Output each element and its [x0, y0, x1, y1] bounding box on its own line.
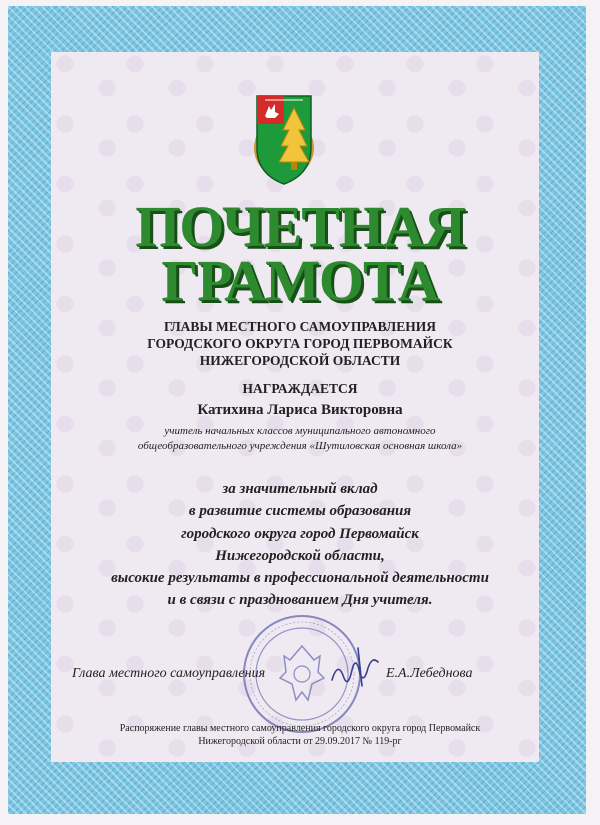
- decree-line: Распоряжение главы местного самоуправления городского округа город Первомайск: [119, 723, 481, 734]
- position-line: общеобразовательного учреждения «Шутиловская основная школа»: [137, 440, 463, 452]
- issuer-line: ГЛАВЫ МЕСТНОГО САМОУПРАВЛЕНИЯ: [164, 319, 436, 334]
- decree-reference: [0, 722, 600, 748]
- coat-of-arms-icon: [245, 94, 323, 188]
- merit-line: городского округа город Первомайск: [181, 525, 419, 542]
- merit-line: Нижегородской области,: [215, 547, 385, 564]
- signatory-title: Глава местного самоуправления: [72, 666, 266, 681]
- issuer-line: НИЖЕГОРОДСКОЙ ОБЛАСТИ: [199, 353, 401, 368]
- merit-line: за значительный вклад: [222, 481, 378, 497]
- merit-line: в развитие системы образования: [188, 503, 412, 520]
- recipient-name: Катихина Лариса Викторовна: [197, 402, 403, 418]
- issuer-line: ГОРОДСКОГО ОКРУГА ГОРОД ПЕРВОМАЙСК: [147, 336, 453, 351]
- certificate-title-line2: ГРАМОТА: [161, 248, 439, 313]
- merit-text: [0, 478, 600, 612]
- certificate-title-line1: ПОЧЕТНАЯ: [135, 194, 465, 259]
- handwritten-signature: [328, 640, 388, 690]
- recipient-position: [0, 424, 600, 454]
- decree-line: Нижегородской области от 29.09.2017 № 119-рг: [198, 736, 402, 747]
- merit-line: и в связи с празднованием Дня учителя.: [167, 592, 433, 609]
- position-line: учитель начальных классов муниципального автономного: [164, 425, 436, 437]
- merit-line: высокие результаты в профессиональной деятельности: [111, 570, 489, 587]
- issuer-block: [0, 318, 600, 369]
- signatory-name: Е.А.Лебеднова: [386, 666, 473, 681]
- awarded-label: НАГРАЖДАЕТСЯ: [242, 381, 358, 396]
